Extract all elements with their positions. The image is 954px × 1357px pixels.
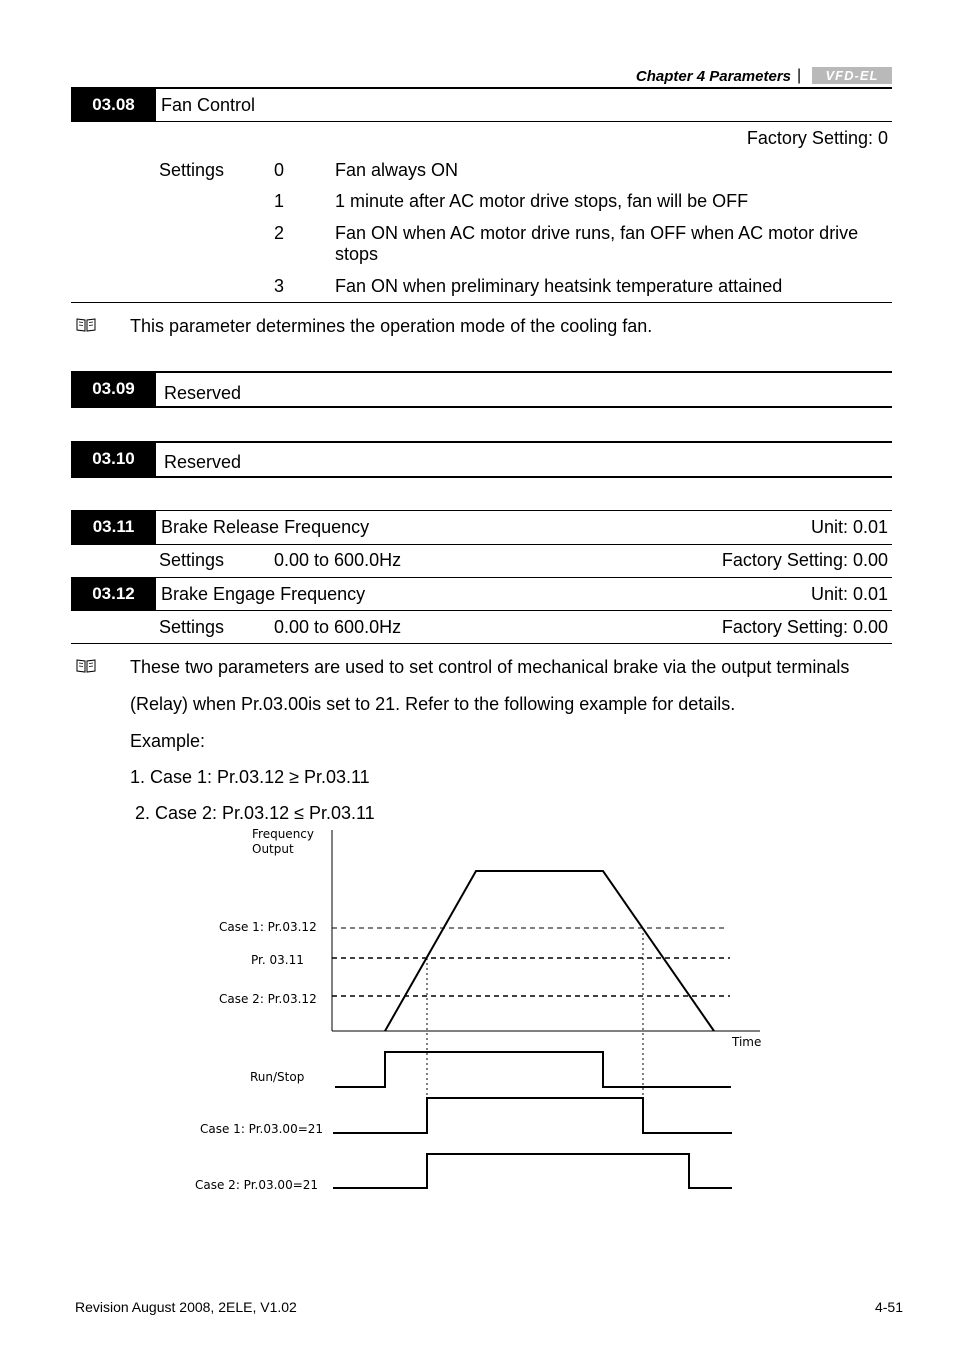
divider (71, 441, 892, 443)
divider (71, 643, 892, 644)
param-name-0309: Reserved (164, 383, 242, 403)
param-name-0312: Brake Engage Frequency (161, 584, 366, 604)
param-code-0311: 03.11 (71, 510, 156, 544)
y-axis-label-1: Frequency (252, 827, 314, 841)
case2-output-label: Case 2: Pr.03.00=21 (195, 1178, 319, 1192)
divider (71, 302, 892, 303)
case-1-text: 1. Case 1: Pr.03.12 ≥ Pr.03.11 (130, 767, 370, 787)
param-name-0310: Reserved (164, 452, 242, 472)
chapter-title: Chapter 4 Parameters (635, 68, 791, 85)
level-label-case1: Case 1: Pr.03.12 (219, 920, 317, 934)
note-cooling-fan: This parameter determines the operation mode of the cooling fan. (130, 316, 653, 336)
page-number: 4-51 (874, 1299, 903, 1315)
option-num: 1 (274, 191, 285, 211)
case-2-text: 2. Case 2: Pr.03.12 ≤ Pr.03.11 (130, 803, 375, 823)
book-icon (76, 659, 96, 673)
option-text: Fan always ON (335, 160, 459, 180)
case2-output-signal (333, 1154, 732, 1188)
divider (71, 406, 892, 408)
divider (71, 577, 892, 578)
settings-label-0312: Settings (159, 617, 225, 637)
option-num: 3 (274, 276, 285, 296)
param-name-0311: Brake Release Frequency (161, 517, 370, 537)
header-rule (71, 87, 892, 89)
divider (71, 476, 892, 478)
factory-setting-0311: Factory Setting: 0.00 (721, 550, 888, 570)
option-text: 1 minute after AC motor drive stops, fan will be OFF (335, 191, 749, 211)
range-0312: 0.00 to 600.0Hz (274, 617, 402, 637)
option-text: Fan ON when preliminary heatsink temperature attained (335, 276, 783, 296)
option-text: Fan ON when AC motor drive runs, fan OFF when AC motor drive (335, 223, 859, 243)
brake-timing-diagram (0, 820, 954, 1210)
divider (156, 121, 892, 122)
param-code-0310: 03.10 (71, 442, 156, 476)
option-text-cont: stops (335, 244, 379, 264)
run-stop-label: Run/Stop (250, 1070, 305, 1084)
run-stop-signal (335, 1052, 731, 1087)
unit-0311: Unit: 0.01 (810, 517, 888, 537)
divider (71, 510, 892, 511)
note-brake-line2: (Relay) when Pr.03.00is set to 21. Refer to the following example for details. (130, 694, 736, 714)
factory-setting-0312: Factory Setting: 0.00 (721, 617, 888, 637)
param-code-0308: 03.08 (71, 88, 156, 122)
example-label: Example: (130, 731, 206, 751)
param-code-0312: 03.12 (71, 577, 156, 611)
param-code-0309: 03.09 (71, 372, 156, 406)
header-separator: | (797, 67, 802, 84)
divider (71, 610, 892, 611)
range-0311: 0.00 to 600.0Hz (274, 550, 402, 570)
level-label-case2: Case 2: Pr.03.12 (219, 992, 317, 1006)
divider (71, 544, 892, 545)
divider (71, 371, 892, 373)
settings-label-0311: Settings (159, 550, 225, 570)
note-brake-line1: These two parameters are used to set control of mechanical brake via the output terminals (130, 657, 850, 677)
y-axis-label-2: Output (252, 842, 294, 856)
param-name-0308: Fan Control (161, 95, 256, 115)
unit-0312: Unit: 0.01 (810, 584, 888, 604)
factory-setting-0308: Factory Setting: 0 (746, 128, 888, 148)
x-axis-label: Time (732, 1035, 762, 1049)
footer-revision: Revision August 2008, 2ELE, V1.02 (75, 1299, 297, 1315)
settings-label-0308: Settings (159, 160, 225, 180)
case1-output-signal (333, 1098, 732, 1133)
book-icon (76, 318, 96, 332)
frequency-profile (385, 871, 714, 1031)
option-num: 0 (274, 160, 285, 180)
level-label-p0311: Pr. 03.11 (251, 953, 304, 967)
option-num: 2 (274, 223, 285, 243)
vfd-el-logo: VFD-EL (812, 67, 892, 84)
case1-output-label: Case 1: Pr.03.00=21 (200, 1122, 324, 1136)
